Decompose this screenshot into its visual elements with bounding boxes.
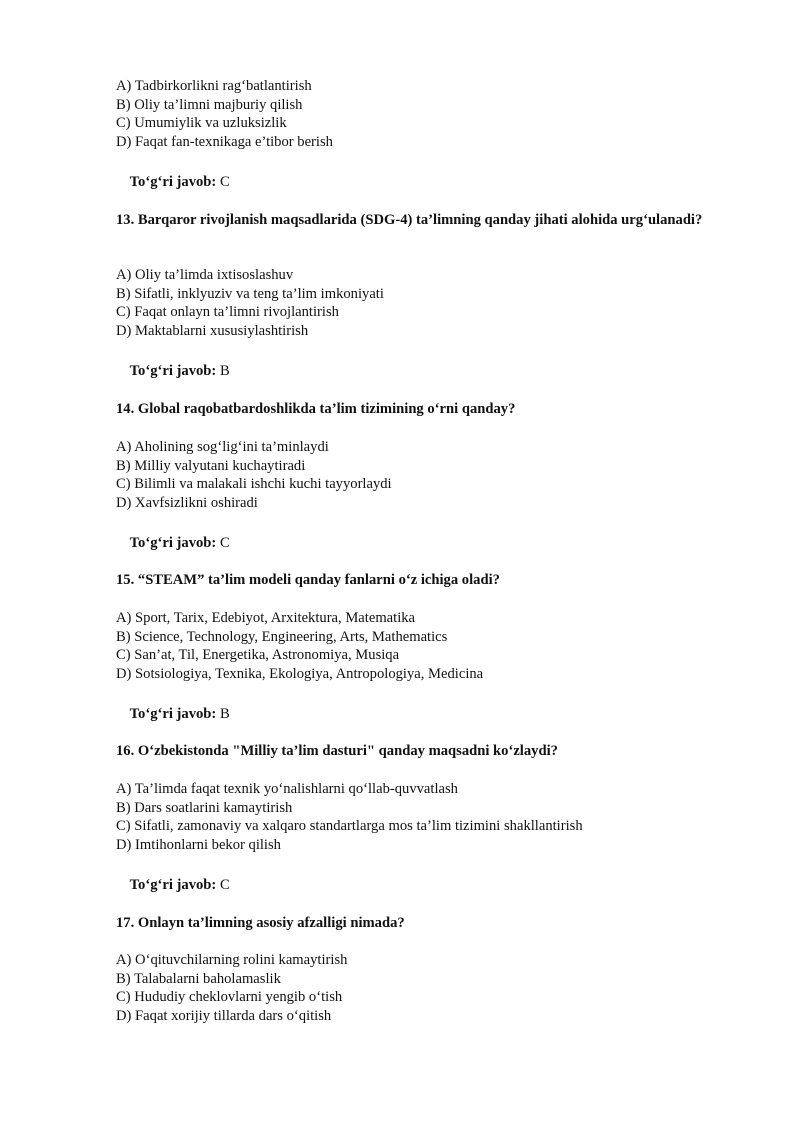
option-b: B) Science, Technology, Engineering, Arts, Mathematics: [116, 628, 448, 645]
option-b: B) Sifatli, inklyuziv va teng ta’lim imkoniyati: [116, 285, 384, 302]
question-16-options: [116, 780, 706, 854]
option-d: D) Faqat fan-texnikaga e’tibor berish: [116, 133, 333, 150]
option-a: A) Aholining sog‘lig‘ini ta’minlaydi: [116, 439, 329, 455]
answer-label: To‘g‘ri javob:: [129, 535, 217, 551]
question-15-options: [116, 609, 706, 683]
question-14-options: [116, 438, 706, 512]
answer-line-15: [116, 705, 706, 724]
option-a: A) Ta’limda faqat texnik yo‘nalishlarni qo‘llab-quvvatlash: [116, 781, 458, 797]
question-16: 16. O‘zbekistonda "Milliy ta’lim dasturi" qanday maqsadni ko‘zlaydi?: [116, 743, 558, 759]
option-d: D) Faqat xorijiy tillarda dars o‘qitish: [116, 1007, 332, 1024]
option-b: B) Milliy valyutani kuchaytiradi: [116, 457, 306, 474]
answer-line-14: [116, 534, 706, 553]
option-b: B) Oliy ta’limni majburiy qilish: [116, 96, 303, 113]
answer-value: B: [219, 706, 230, 722]
question-14: 14. Global raqobatbardoshlikda ta’lim tizimining o‘rni qanday?: [116, 401, 516, 417]
answer-value: C: [219, 174, 230, 190]
option-a: A) Sport, Tarix, Edebiyot, Arxitektura, Matematika: [116, 610, 416, 626]
question-17: 17. Onlayn ta’limning asosiy afzalligi nimada?: [116, 915, 405, 931]
answer-value: C: [219, 877, 230, 893]
option-b: B) Dars soatlarini kamaytirish: [116, 799, 293, 816]
option-c: C) Hududiy cheklovlarni yengib o‘tish: [116, 989, 343, 1005]
option-b: B) Talabalarni baholamaslik: [116, 970, 281, 987]
option-d: D) Maktablarni xususiylashtirish: [116, 322, 309, 339]
option-a: A) Tadbirkorlikni rag‘batlantirish: [116, 78, 312, 94]
question-15: 15. “STEAM” ta’lim modeli qanday fanlarni o‘z ichiga oladi?: [116, 572, 500, 588]
question-13-options: [116, 266, 706, 340]
option-d: D) Imtihonlarni bekor qilish: [116, 836, 281, 853]
option-d: D) Sotsiologiya, Texnika, Ekologiya, Antropologiya, Medicina: [116, 665, 484, 682]
option-a: A) Oliy ta’limda ixtisoslashuv: [116, 267, 294, 283]
option-c: C) Sifatli, zamonaviy va xalqaro standartlarga mos ta’lim tizimini shakllantirish: [116, 818, 583, 834]
question-13: 13. Barqaror rivojlanish maqsadlarida (SDG-4) ta’limning qanday jihati alohida urg‘ulanadi?: [116, 212, 703, 228]
answer-value: B: [219, 363, 230, 379]
answer-line-12: [116, 173, 706, 192]
option-a: A) O‘qituvchilarning rolini kamaytirish: [116, 952, 348, 968]
option-c: C) Bilimli va malakali ishchi kuchi tayyorlaydi: [116, 476, 392, 492]
answer-label: To‘g‘ri javob:: [129, 877, 217, 893]
option-c: C) Faqat onlayn ta’limni rivojlantirish: [116, 304, 339, 320]
option-c: C) San’at, Til, Energetika, Astronomiya, Musiqa: [116, 647, 400, 663]
option-c: C) Umumiylik va uzluksizlik: [116, 115, 287, 131]
question-17-options: [116, 951, 706, 1025]
answer-line-16: [116, 876, 706, 895]
answer-label: To‘g‘ri javob:: [129, 363, 217, 379]
answer-value: C: [219, 535, 230, 551]
answer-label: To‘g‘ri javob:: [129, 174, 217, 190]
question-12-options: [116, 77, 706, 151]
answer-line-13: [116, 362, 706, 381]
option-d: D) Xavfsizlikni oshiradi: [116, 494, 258, 511]
answer-label: To‘g‘ri javob:: [129, 706, 217, 722]
